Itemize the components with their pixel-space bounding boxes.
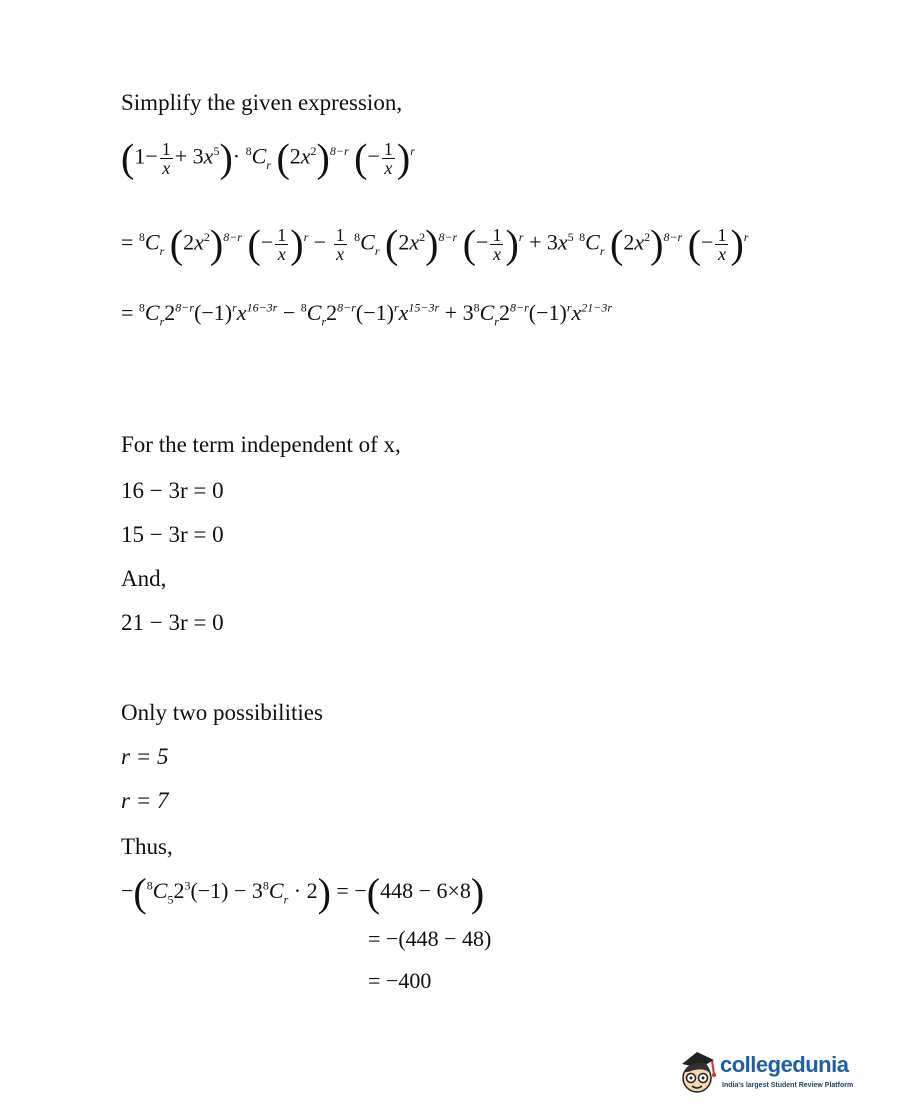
equation-3: 21 − 3r = 0 [121, 610, 224, 635]
equation-2: 15 − 3r = 0 [121, 522, 224, 547]
final-line-1: $-(^8C_52^3(-1) - 3^8C_r \cdot 2) = -(448 - 6\times 8)$ [121, 870, 485, 915]
and-label: And, [121, 566, 167, 591]
collegedunia-logo [676, 1040, 876, 1100]
logo-tagline: India's largest Student Review Platform [722, 1082, 854, 1089]
possibilities-label: Only two possibilities [121, 700, 323, 725]
final-line-3: = −400 [368, 968, 432, 993]
expression-line-1: (1− $\frac{1}{x}$ + $3x^5)\cdot ^8C_r$ $(2x^2)^{8-r}$ (− $\frac{1}{x}$ )$^r$ [121, 135, 415, 181]
thus-label: Thus, [121, 834, 173, 859]
expression-line-2: = $^8C_r$ $(2x^2)^{8-r}$ (− $\frac{1}{x}$ )$^r$ − $\frac{1}{x}$ $^8C_r$ $(2x^2)^{8-r}$ (− $\frac{1}{x}$ )$^r + 3x^5$ $^8C_r$ $(2x^2)^{8-r}$ (− $\frac{1}{x}$ )$^r$ [121, 221, 749, 267]
student-mascot-icon [676, 1046, 718, 1094]
final-line-2: = −(448 − 48) [368, 926, 492, 951]
term-heading: For the term independent of x, [121, 432, 401, 457]
intro-text: Simplify the given expression, [121, 90, 403, 115]
r-value-1: r = 5 [121, 744, 169, 769]
r-value-2: r = 7 [121, 788, 169, 813]
expression-line-3: = $^8C_r2^{8-r}(-1)^rx^{16-3r} - ^8C_r2^{8-r}(-1)^rx^{15-3r} + 3^8C_r2^{8-r}(-1)^rx^{21-3r}$ [121, 300, 613, 329]
logo-brand-text: collegedunia [720, 1052, 849, 1077]
equation-1: 16 − 3r = 0 [121, 478, 224, 503]
